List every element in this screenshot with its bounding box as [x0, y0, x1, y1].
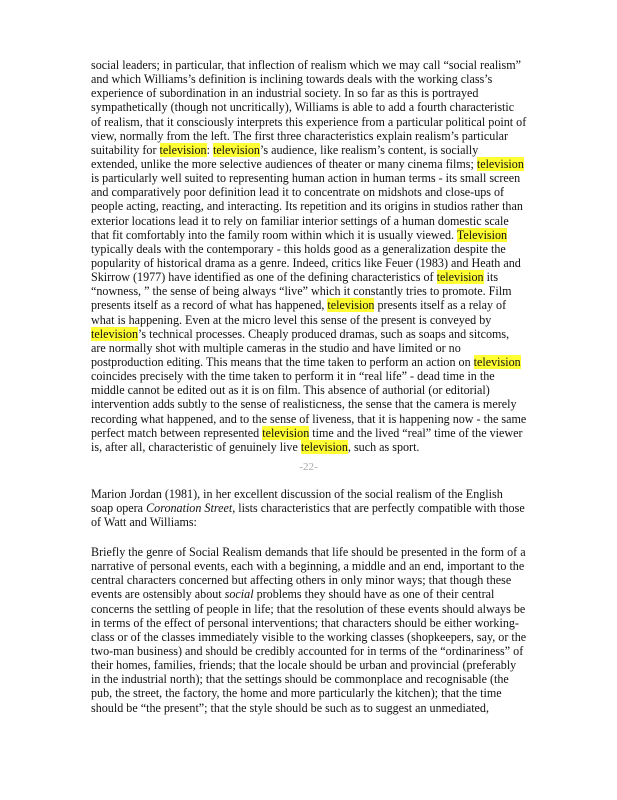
paragraph-marion-jordan	[91, 487, 531, 529]
text-line: what is happening. Even at the micro level this sense of the present is conveyed by	[91, 312, 492, 327]
text-line: suitability for television: television’s audience, like realism’s content, is socially	[91, 142, 479, 157]
text-line: of realism, that it consciously interprets this experience from a particular political point of	[91, 114, 527, 129]
block-quote	[91, 545, 531, 715]
text-line: events are ostensibly about social problems they should have as one of their central	[91, 587, 495, 602]
text-line: coincides precisely with the time taken to perform it in “real life” - dead time in the	[91, 369, 495, 384]
text-line: experience of subordination in an industrial society. In so far as this is portrayed	[91, 86, 479, 101]
text-line: presents itself as a record of what has happened, television presents itself as a relay of	[91, 298, 507, 313]
text-line: in the industrial north); that the settings should be commonplace and recognisable (the	[91, 672, 509, 687]
highlighted-term: Television	[456, 227, 508, 242]
page-number: -22-	[299, 461, 318, 473]
text-line: should be “the present”; that the style should be such as to suggest an unmediated,	[91, 700, 489, 715]
text-line: extended, unlike the more selective audiences of theater or many cinema films; television	[91, 156, 524, 171]
text-line: class or of the classes immediately visible to the working classes (shopkeepers, say, or the	[91, 629, 527, 644]
text-line: is particularly well suited to representing human action in human terms - its small screen	[91, 171, 521, 186]
text-line: their homes, families, friends; that the locale should be urban and provincial (preferably	[91, 658, 517, 673]
text-line: Briefly the genre of Social Realism demands that life should be presented in the form of a	[91, 545, 526, 559]
text-line: in terms of the effect of personal interventions; that characters should be either working-	[91, 615, 519, 630]
highlighted-term: television	[476, 156, 524, 171]
italic-word: social	[224, 587, 254, 602]
text-line: “nowness, ” the sense of being always “live” which it constantly tries to promote. Film	[91, 284, 512, 299]
text-line: are normally shot with multiple cameras in the studio and have limited or no	[91, 340, 461, 355]
text-line: perfect match between represented television time and the lived “real” time of the viewer	[91, 425, 523, 440]
text-line: middle cannot be edited out as it is on film. This absence of authorial (or editorial)	[91, 383, 490, 398]
text-line: sympathetically (though not uncritically), Williams is able to add a fourth characteristic	[91, 100, 515, 115]
text-line: is, after all, characteristic of genuinely live television, such as sport.	[91, 439, 420, 454]
highlighted-term: television	[212, 142, 260, 157]
text-line: typically deals with the contemporary - this holds good as a generalization despite the	[91, 241, 506, 256]
text-line: that fit comfortably into the family room within which it is usually viewed. Television	[91, 227, 508, 242]
text-line: view, normally from the left. The first three characteristics explain realism’s particular	[91, 128, 509, 143]
text-line: narrative of personal events, each with a beginning, a middle and an end, important to the	[91, 559, 525, 574]
highlighted-term: television	[436, 270, 484, 285]
highlighted-term: television	[159, 142, 207, 157]
text-line: television’s technical processes. Cheaply produced dramas, such as soaps and sitcoms,	[91, 326, 510, 341]
text-line: soap opera Coronation Street, lists characteristics that are perfectly compatible with those	[91, 501, 525, 516]
paragraph-realism-television	[91, 58, 531, 454]
text-line: people acting, reacting, and interacting. Its repetition and its origins in studios rather than	[91, 199, 523, 214]
highlighted-term: television	[262, 425, 310, 440]
text-line: pub, the street, the factory, the home and more particularly the kitchen); that the time	[91, 686, 502, 701]
text-line: Skirrow (1977) have identified as one of the defining characteristics of television its	[91, 270, 499, 285]
highlighted-term: television	[91, 326, 139, 341]
text-line: and which Williams’s definition is inclining towards deals with the working class’s	[91, 72, 493, 87]
text-line: Marion Jordan (1981), in her excellent discussion of the social realism of the English	[91, 487, 503, 501]
text-line: concerns the settling of people in life; that the resolution of these events should always be	[91, 601, 526, 616]
text-line: and comparatively poor definition lead it to concentrate on midshots and close-ups of	[91, 185, 505, 200]
text-line: social leaders; in particular, that inflection of realism which we may call “social realism”	[91, 58, 522, 72]
highlighted-term: television	[327, 298, 375, 313]
italic-title: Coronation Street	[146, 501, 233, 516]
text-line: of Watt and Williams:	[91, 515, 197, 530]
highlighted-term: television	[473, 354, 521, 369]
text-line: recording what happened, and to the sense of liveness, that it is happening now - the same	[91, 411, 527, 426]
text-line: central characters concerned but affecting others in only minor ways; that though these	[91, 573, 512, 588]
text-line: exterior locations lead it to rely on familiar interior settings of a human domestic scale	[91, 213, 509, 228]
text-line: popularity of historical drama as a genre. Indeed, critics like Feuer (1983) and Heath and	[91, 255, 521, 270]
highlighted-term: television	[300, 439, 348, 454]
text-line: two-man business) and should be credibly accounted for in terms of the “ordinariness” of	[91, 643, 524, 658]
text-line: postproduction editing. This means that the time taken to perform an action on television	[91, 354, 521, 369]
text-line: intervention adds subtly to the sense of realisticness, the sense that the camera is merely	[91, 397, 517, 412]
